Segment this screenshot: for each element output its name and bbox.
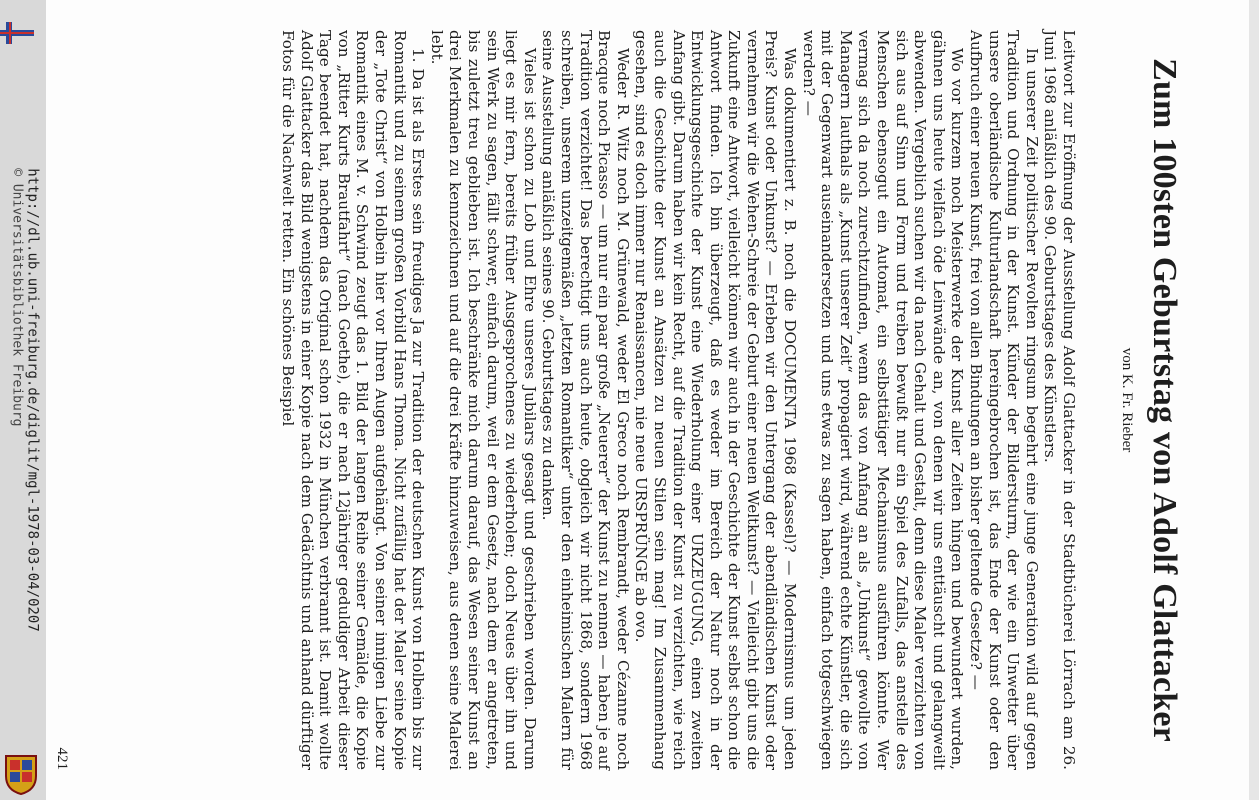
document-author: von K. Fr. Rieber <box>1119 347 1135 453</box>
paragraph: In unserer Zeit politischer Revolten ringsum begehrt eine junge Generation wild auf gegen Tradition und Ordnung in der Kunst. Künder der Bildersturm, der wie ein Unwetter über unsere oberländische Kulturlandschaft hereingebrochen ist, das Ende der Kunst oder den Aufbruch einer neuen Kunst, frei von allen Bindungen an bisher geltende Gesetze? — <box>967 30 1041 770</box>
viewer-scrollbar[interactable] <box>1249 0 1259 800</box>
viewer-side-panel <box>0 0 46 800</box>
page-number: 421 <box>54 747 70 770</box>
document-title: Zum 100sten Geburtstag von Adolf Glattacker <box>1146 58 1183 742</box>
paragraph: Leitwort zur Eröffnung der Ausstellung Adolf Glattacker in der Stadtbücherei Lörrach am 26. Juni 1968 anläßlich des 90. Geburtstages des Künstlers. <box>1041 30 1078 770</box>
paragraph: Wo vor kurzem noch Meisterwerke der Kunst aller Zeiten hingen und bewundert wurden, gähnen uns heute vielfach öde Leinwände an, von denen wir uns enttäuscht und gelangweilt abwenden. Vergeblich suchen wir da nach Gehalt und Gestalt, denn diese Maler verzichten von sich aus auf Sinn und Form und treiben bewußt nur ein Spiel des Zufalls, das anstelle des Menschen ebensogut ein Automat, ein selbsttätiger Mechanismus ausführen könnte. Wer vermag sich da noch zurechtzufinden, wenn das von Anfang an als „Unkunst“ gewollte von Managern lauthals als „Kunst unserer Zeit“ propagiert wird, während echte Künstler, die sich mit der Gegenwart auseinandersetzen und uns etwas zu sagen haben, einfach totgeschwiegen werden? — <box>799 30 967 770</box>
page-source-url[interactable] <box>10 168 41 632</box>
rotated-page-content <box>53 20 1243 780</box>
flag-icon <box>0 22 34 44</box>
paragraph: Weder R. Witz noch M. Grünewald, weder El Greco noch Rembrandt, weder Cézanne noch Bracque noch Picasso — um nur ein paar große „Neuerer“ der Kunst zu nennen — haben je auf Tradition verzichtet! Das berechtigt uns auch heute, obgleich wir nicht 1868, sondern 1968 schreiben, unserem unzeitgemäßen „letzten Romantiker“ unter den einheimischen Malern für seine Ausstellung anläßlich seines 90. Geburtstages zu danken. <box>539 30 632 770</box>
source-url-text[interactable]: http://dl.ub.uni-freiburg.de/diglit/mgl-1978-03-04/0207 <box>24 168 41 632</box>
paragraph: Was dokumentiert z. B. noch die DOCUMENTA 1968 (Kassel)? — Modernismus um jeden Preis? Kunst oder Unkunst? — Erleben wir den Untergang der abendländischen Kunst oder vernehmen wir die Wehen-Schreie der Geburt einer neuen Weltkunst? — Vielleicht gibt uns die Zukunft eine Antwort, vielleicht können wir auch in der Geschichte der Kunst selbst schon die Antwort finden. Ich bin überzeugt, daß es weder im Bereich der Natur noch in der Entwicklungsgeschichte der Kunst eine Wiederholung einer URZEUGUNG, einen zweiten Anfang gibt. Darum haben wir kein Recht, auf die Tradition der Kunst zu verzichten, wie reich auch die Geschichte der Kunst an Ansätzen zu neuen Stilen sein mag! Im Zusammenhang gesehen, sind es doch immer nur Renaissancen, nie neue URSPRÜNGE ab ovo. <box>632 30 800 770</box>
copyright-text: © Universitätsbibliothek Freiburg <box>9 168 25 427</box>
paragraph: Vieles ist schon zu Lob und Ehre unseres Jubilars gesagt und geschrieben worden. Darum liegt es mir fern, bereits früher Ausgesprochenes zu wiederholen; doch Neues über ihn und sein Werk zu sagen, fällt schwer, einfach darum, weil er dem Gesetz, nach dem er angetreten, bis zuletzt treu geblieben ist. Ich beschränke mich darum darauf, das Wesen seiner Kunst an drei Merkmalen zu kennzeichnen und auf die drei Kräfte hinzuweisen, aus denen seine Malerei lebt. <box>427 30 539 770</box>
crest-icon <box>2 752 40 796</box>
document-page <box>46 0 1249 800</box>
paragraph: 1. Da ist als Erstes sein freudiges Ja zur Tradition der deutschen Kunst von Holbein bis zur Romantik und zu seinem großen Vorbild Hans Thoma. Nicht zufällig hat der Maler seine Kopie der „Tote Christ“ von Holbein hier vor Ihren Augen aufgehängt. Von seiner innigen Liebe zur Romantik eines M. v. Schwind zeugt das 1. Bild der langen Reihe seiner Gemälde, die Kopie von „Ritter Kurts Brautfahrt“ (nach Goethe), die er nach 12jähriger geduldiger Arbeit dieser Tage beendet hat, nachdem das Original schon 1932 in München verbrannt ist. Damit wollte Adolf Glattacker das Bild wenigstens in einer Kopie nach dem Gedächtnis und anhand dürftiger Fotos für die Nachwelt retten. Ein schönes Beispiel <box>279 30 428 770</box>
document-body <box>278 20 1078 780</box>
